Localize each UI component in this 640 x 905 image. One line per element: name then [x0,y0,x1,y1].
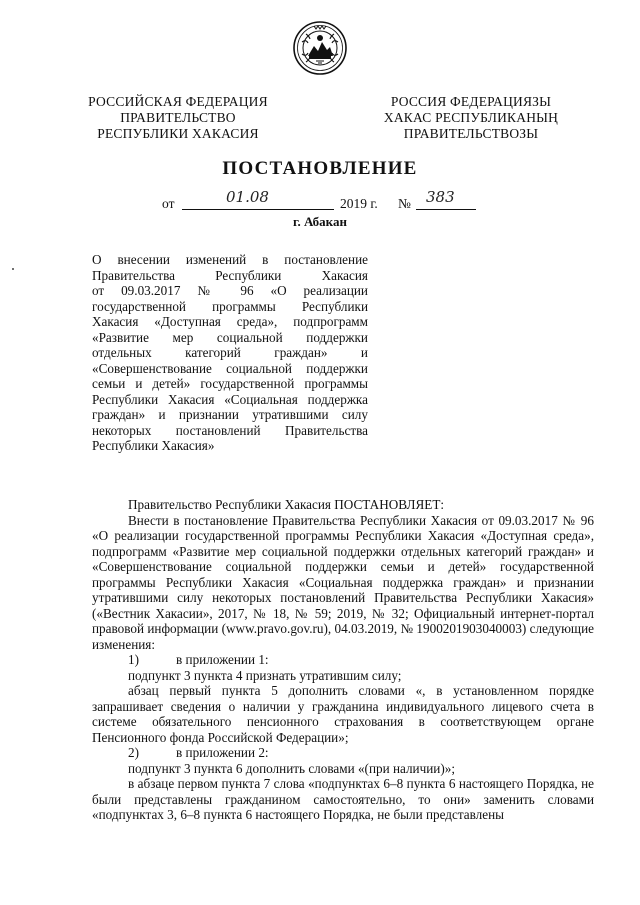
decree-line: Правительство Республики Хакасия ПОСТАНОВЛЯЕТ: [128,497,445,512]
list-item-1-number: 1) [128,652,139,667]
body-paragraph: подпункт 3 пункта 4 признать утратившим силу; [128,667,402,683]
subject-line: Республики Хакасия «Социальная поддержка [92,391,368,407]
header-right-line-2: ХАКАС РЕСПУБЛИКАНЫҢ [383,110,559,125]
header-left-line-1: РОССИЙСКАЯ ФЕДЕРАЦИЯ [88,94,268,109]
body-paragraph: подпункт 3 пункта 6 дополнить словами «(при наличии)»; [128,760,456,776]
subject-line: «Развитие мер социальной поддержки [92,329,368,345]
subject-line: от 09.03.2017 № 96 «О реализации [92,283,368,298]
number-label: № [398,196,411,211]
document-body [92,497,594,823]
subject-line: государственной программы Республики [92,298,368,314]
header-right-line-1: РОССИЯ ФЕДЕРАЦИЯЗЫ [390,94,552,109]
subject-line: О внесении изменений в постановление [92,252,368,267]
body-paragraph: в абзаце первом пункта 7 слова «подпунктах 6–8 пункта 6 настоящего Порядка, не были представлены гражданином самостоятельно, то они» заменить словами «подпунктах 3, 6–8 пункта 6 настоящего Порядка, не были представлены [92,776,594,822]
date-number-line [0,188,640,214]
subject-block [92,252,368,454]
subject-line: Правительства Республики Хакасия [92,267,368,283]
year-label: 2019 г. [340,196,378,211]
list-item-1-text: в приложении 1: [176,652,269,667]
document-title: ПОСТАНОВЛЕНИЕ [222,158,418,179]
body-paragraph-intro: Внести в постановление Правительства Республики Хакасия от 09.03.2017 № 96 «О реализации государственной программы Республики Хакасия «Доступная среда», подпрограмм «Развитие мер социальной поддержки отдельных категорий граждан» и «Совершенствование социальной поддержки семьи и детей» государственной программы Республики Хакасия «Социальная поддержка граждан» и признании утратившими силу некоторых постановлений Правительства Республики Хакасия» («Вестник Хакасии», 2017, № 18, № 59; 2019, № 32; Официальный интернет-портал правовой информации (www.pravo.gov.ru), 04.03.2019, № 1900201903040003) следующие изменения: [92,512,594,652]
subject-line: «Совершенствование социальной поддержки [92,360,368,376]
subject-line: Хакасия «Доступная среда», подпрограмм [92,314,368,329]
header-left-line-2: ПРАВИТЕЛЬСТВО [120,110,236,125]
from-label: от [162,196,175,211]
header-right-line-3: ПРАВИТЕЛЬСТВОЗЫ [403,126,539,141]
header-right [356,94,586,142]
handwritten-number: 383 [426,188,455,206]
subject-line: отдельных категорий граждан» и [92,345,368,360]
handwritten-date: 01.08 [226,188,269,206]
list-item-2 [92,745,594,761]
header-left [68,94,288,142]
list-item-1 [92,652,594,668]
body-paragraph: абзац первый пункта 5 дополнить словами «, в установленном порядке запрашивает сведения о наличии у гражданина индивидуального лицевого счета в системе обязательного пенсионного страхования в соответствующем органе Пенсионного фонда Российской Федерации»; [92,683,594,745]
subject-line: Республики Хакасия» [92,438,215,453]
subject-line: некоторых постановлений Правительства [92,422,368,438]
subject-line: семьи и детей» государственной программы [92,376,368,391]
coat-of-arms-emblem [292,20,348,76]
subject-line: граждан» и признании утратившими силу [92,407,368,422]
city-label: г. Абакан [293,214,347,229]
list-item-2-text: в приложении 2: [176,745,269,760]
header-left-line-3: РЕСПУБЛИКИ ХАКАСИЯ [97,126,259,141]
list-item-2-number: 2) [128,745,139,760]
scan-mark [12,268,14,270]
